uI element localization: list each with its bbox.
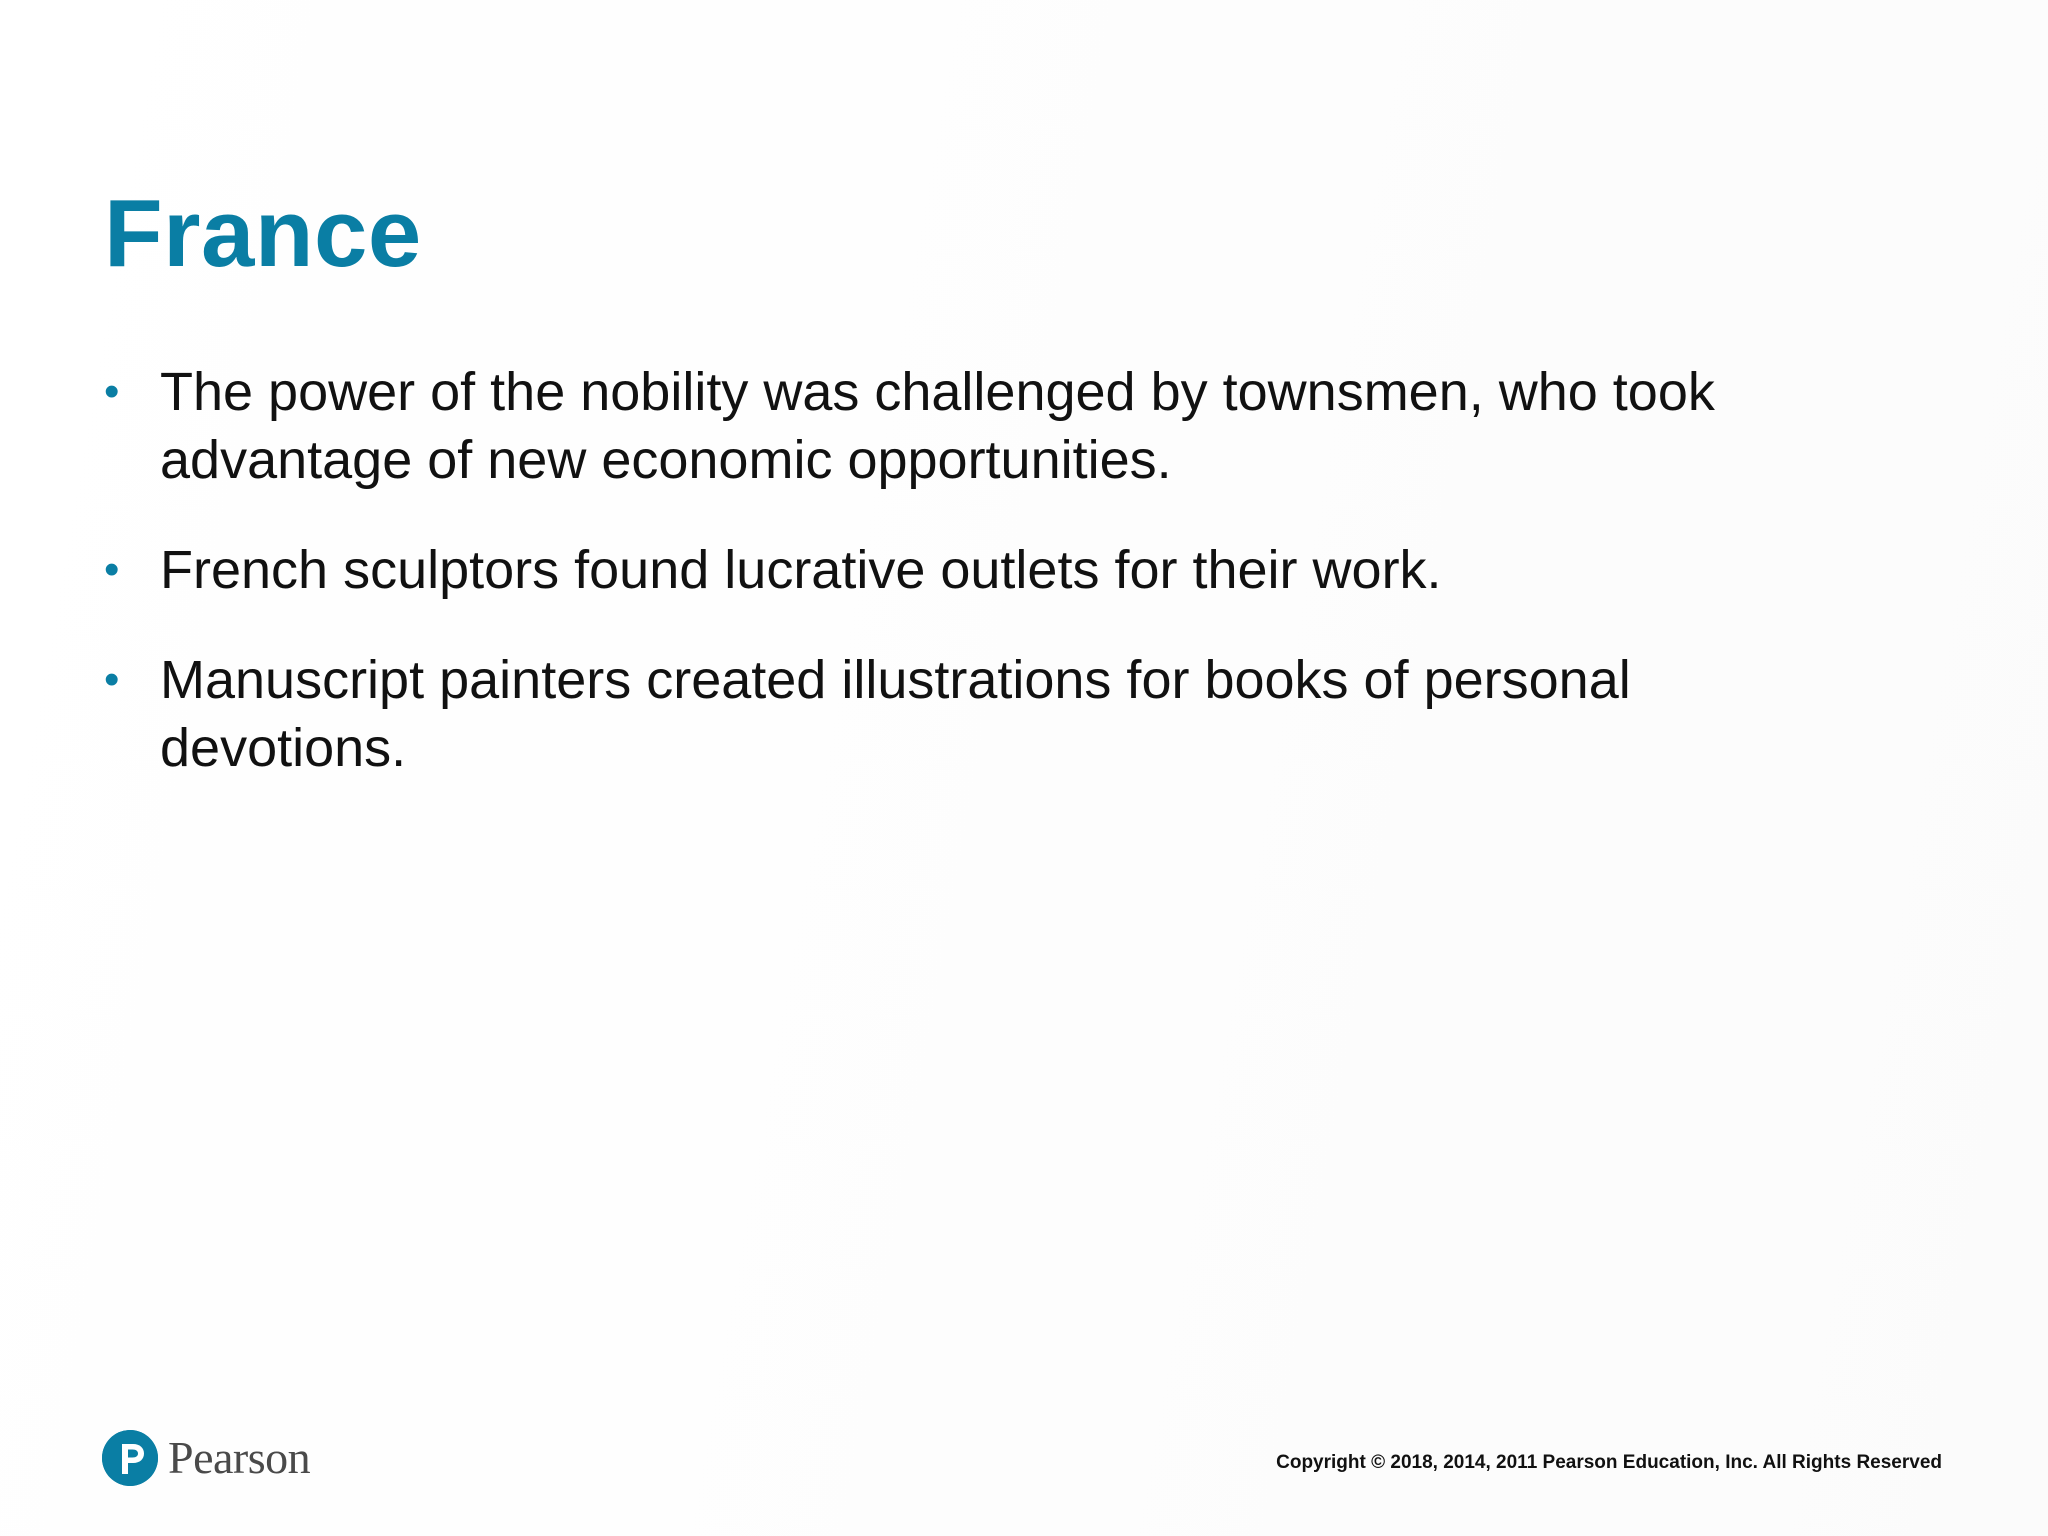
pearson-p-logo-icon [102,1430,158,1486]
list-item [104,358,1884,494]
copyright-notice: Copyright © 2018, 2014, 2011 Pearson Education, Inc. All Rights Reserved [1276,1452,1942,1473]
slide-title: France [104,180,422,287]
bullet-icon: • [104,655,120,704]
bullet-icon: • [104,545,120,594]
pearson-logo [102,1426,310,1490]
bullet-text: The power of the nobility was challenged by townsmen, who took advantage of new economic opportunities. [160,362,1715,490]
bullet-text: Manuscript painters created illustrations for books of personal devotions. [160,650,1631,778]
bullet-icon: • [104,367,120,416]
list-item [104,646,1884,782]
list-item [104,536,1884,604]
logo-wordmark: Pearson [168,1432,311,1483]
bullet-list [104,358,1884,824]
bullet-text: French sculptors found lucrative outlets for their work. [160,540,1442,600]
